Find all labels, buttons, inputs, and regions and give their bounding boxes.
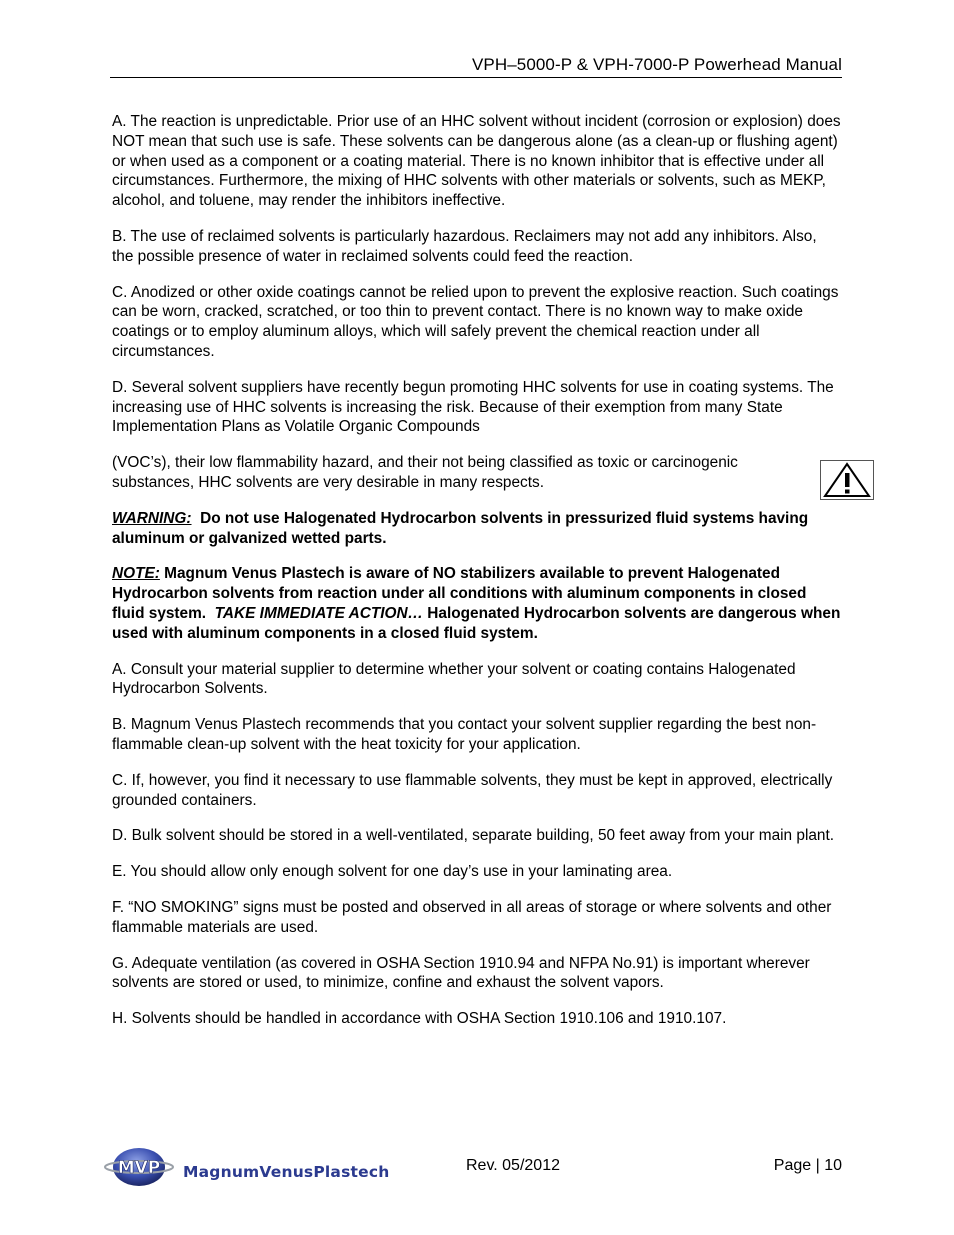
paragraph-c1: C. Anodized or other oxide coatings cannot be relied upon to prevent the explosive reaction. Such coatings can be worn, cracked, scratched, or too thin to prevent contact. There is no known way to make oxide coatings or to employ aluminum alloys, which will safely prevent the chemical reaction under all circumstances. bbox=[112, 283, 839, 360]
warning-text: Do not use Halogenated Hydrocarbon solvents in pressurized fluid systems having aluminum or galvanized wetted parts. bbox=[112, 509, 809, 547]
paragraph-f: F. “NO SMOKING” signs must be posted and observed in all areas of storage or where solvents and other flammable materials are used. bbox=[112, 898, 832, 936]
manual-title: VPH–5000-P & VPH-7000-P Powerhead Manual bbox=[471, 55, 842, 74]
warning-block bbox=[112, 509, 842, 549]
mvp-globe-logo bbox=[103, 1142, 175, 1188]
paragraph-b1: B. The use of reclaimed solvents is particularly hazardous. Reclaimers may not add any inhibitors. Also, the possible presence of water in reclaimed solvents could feed the reaction. bbox=[112, 227, 817, 265]
paragraph-a1: A. The reaction is unpredictable. Prior use of an HHC solvent without incident (corrosion or explosion) does NOT mean that such use is safe. These solvents can be dangerous alone (as a clean-up or flushing agent) or when used as a component or a coating material. There is no known inhibitor that is effective under all circumstances. Furthermore, the mixing of HHC solvents with other materials or solvents, such as MEKP, alcohol, and toluene, may render the inhibitors ineffective. bbox=[112, 113, 841, 210]
page-footer bbox=[0, 1135, 954, 1195]
note-action: TAKE IMMEDIATE ACTION… bbox=[214, 604, 423, 622]
page-header bbox=[110, 55, 842, 78]
paragraph-e: E. You should allow only enough solvent for one day’s use in your laminating area. bbox=[112, 863, 673, 881]
paragraph-g: G. Adequate ventilation (as covered in OSHA Section 1910.94 and NFPA No.91) is important wherever solvents are stored or used, to minimize, confine and exhaust the solvent vapors. bbox=[112, 954, 810, 992]
warning-triangle-icon bbox=[820, 460, 874, 500]
page-body bbox=[112, 112, 842, 1045]
revision-label: Rev. 05/2012 bbox=[466, 1157, 560, 1174]
paragraph-d3: D. Bulk solvent should be stored in a well-ventilated, separate building, 50 feet away from your main plant. bbox=[112, 827, 835, 845]
company-logo bbox=[103, 1142, 388, 1188]
logo-wordmark: MagnumVenusPlastech bbox=[183, 1163, 390, 1181]
paragraph-b2: B. Magnum Venus Plastech recommends that you contact your solvent supplier regarding the best non-flammable clean-up solvent with the heat toxicity for your application. bbox=[112, 716, 817, 753]
note-text-2: Halogenated Hydrocarbon solvents are dangerous when used with aluminum components in a closed fluid system. bbox=[112, 604, 841, 642]
note-block bbox=[112, 564, 842, 643]
note-text-1: Magnum Venus Plastech is aware of NO stabilizers available to prevent Halogenated Hydrocarbon solvents from reaction under all conditions with aluminum components in closed fluid system. bbox=[112, 565, 807, 622]
paragraph-a2: A. Consult your material supplier to determine whether your solvent or coating contains Halogenated Hydrocarbon Solvents. bbox=[112, 660, 796, 698]
paragraph-c2: C. If, however, you find it necessary to use flammable solvents, they must be kept in approved, electrically grounded containers. bbox=[112, 771, 833, 809]
note-label: NOTE: bbox=[112, 565, 160, 583]
paragraph-h: H. Solvents should be handled in accordance with OSHA Section 1910.106 and 1910.107. bbox=[112, 1010, 727, 1028]
logo-badge: MVP bbox=[117, 1158, 161, 1178]
warning-label: WARNING: bbox=[112, 509, 192, 527]
page-number: Page | 10 bbox=[773, 1157, 842, 1174]
paragraph-d2: (VOC’s), their low flammability hazard, and their not being classified as toxic or carcinogenic substances, HHC solvents are very desirable in many respects. bbox=[112, 454, 738, 491]
paragraph-d1: D. Several solvent suppliers have recently begun promoting HHC solvents for use in coating systems. The increasing use of HHC solvents is increasing the risk. Because of their exemption from many State Implementation Plans as Volatile Organic Compounds bbox=[112, 378, 834, 436]
